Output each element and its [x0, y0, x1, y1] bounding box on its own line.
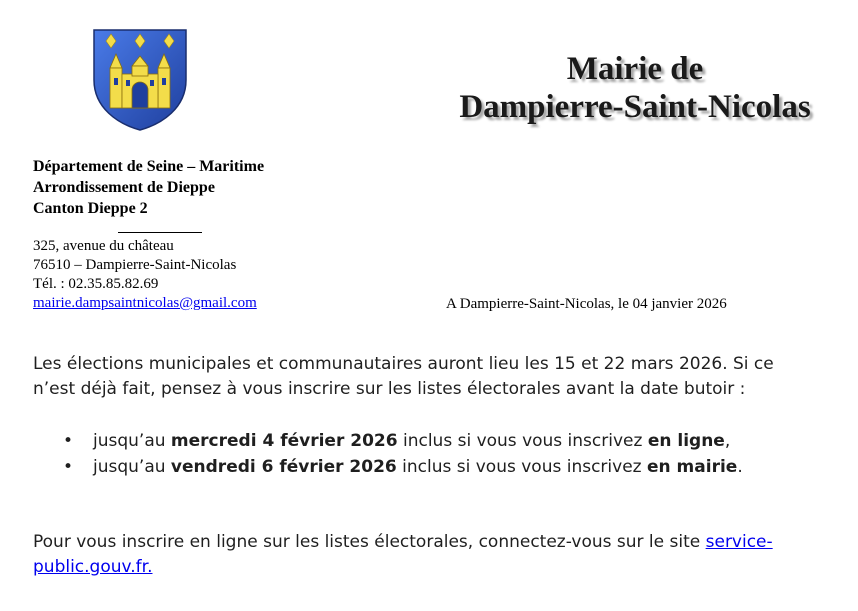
deadline-date: mercredi 4 février 2026 — [170, 431, 398, 451]
deadline-list — [33, 428, 823, 480]
closing-paragraph — [33, 530, 823, 580]
street-address: 325, avenue du château — [33, 238, 174, 254]
deadline-date: vendredi 6 février 2026 — [170, 457, 397, 477]
intro-paragraph — [33, 352, 823, 402]
canton-label: Canton Dieppe 2 — [33, 200, 148, 217]
email-link[interactable]: mairie.dampsaintnicolas@gmail.com — [33, 295, 257, 311]
page-title — [430, 50, 840, 126]
title-line-2: Dampierre-Saint-Nicolas — [459, 89, 811, 125]
dateline: A Dampierre-Saint-Nicolas, le 04 janvier 2026 — [446, 296, 727, 312]
phone-number: Tél. : 02.35.85.82.69 — [33, 276, 159, 292]
list-item: • jusqu’au vendredi 6 février 2026 inclus si vous vous inscrivez en mairie. — [33, 454, 823, 480]
intro-line-1: Les élections municipales et communautaires auront lieu les 15 et 22 mars 2026. Si ce — [33, 354, 774, 374]
closing-text: Pour vous inscrire en ligne sur les listes électorales, connectez-vous sur le site — [33, 532, 706, 552]
city-address: 76510 – Dampierre-Saint-Nicolas — [33, 257, 237, 273]
arrondissement-label: Arrondissement de Dieppe — [33, 179, 215, 196]
registration-place: en ligne — [647, 431, 725, 451]
coat-of-arms-icon — [92, 28, 188, 132]
separator-line — [118, 232, 202, 233]
address-block — [33, 237, 257, 313]
registration-place: en mairie — [647, 457, 738, 477]
service-public-link-part-1[interactable]: service- — [705, 532, 773, 552]
service-public-link-part-2[interactable]: public.gouv.fr. — [33, 557, 153, 577]
intro-line-2: n’est déjà fait, pensez à vous inscrire sur les listes électorales avant la date butoir : — [33, 379, 746, 399]
title-line-1: Mairie de — [566, 51, 704, 87]
department-label: Département de Seine – Maritime — [33, 158, 265, 175]
administrative-block — [33, 156, 264, 219]
list-item: • jusqu’au mercredi 4 février 2026 inclus si vous vous inscrivez en ligne, — [33, 428, 823, 454]
